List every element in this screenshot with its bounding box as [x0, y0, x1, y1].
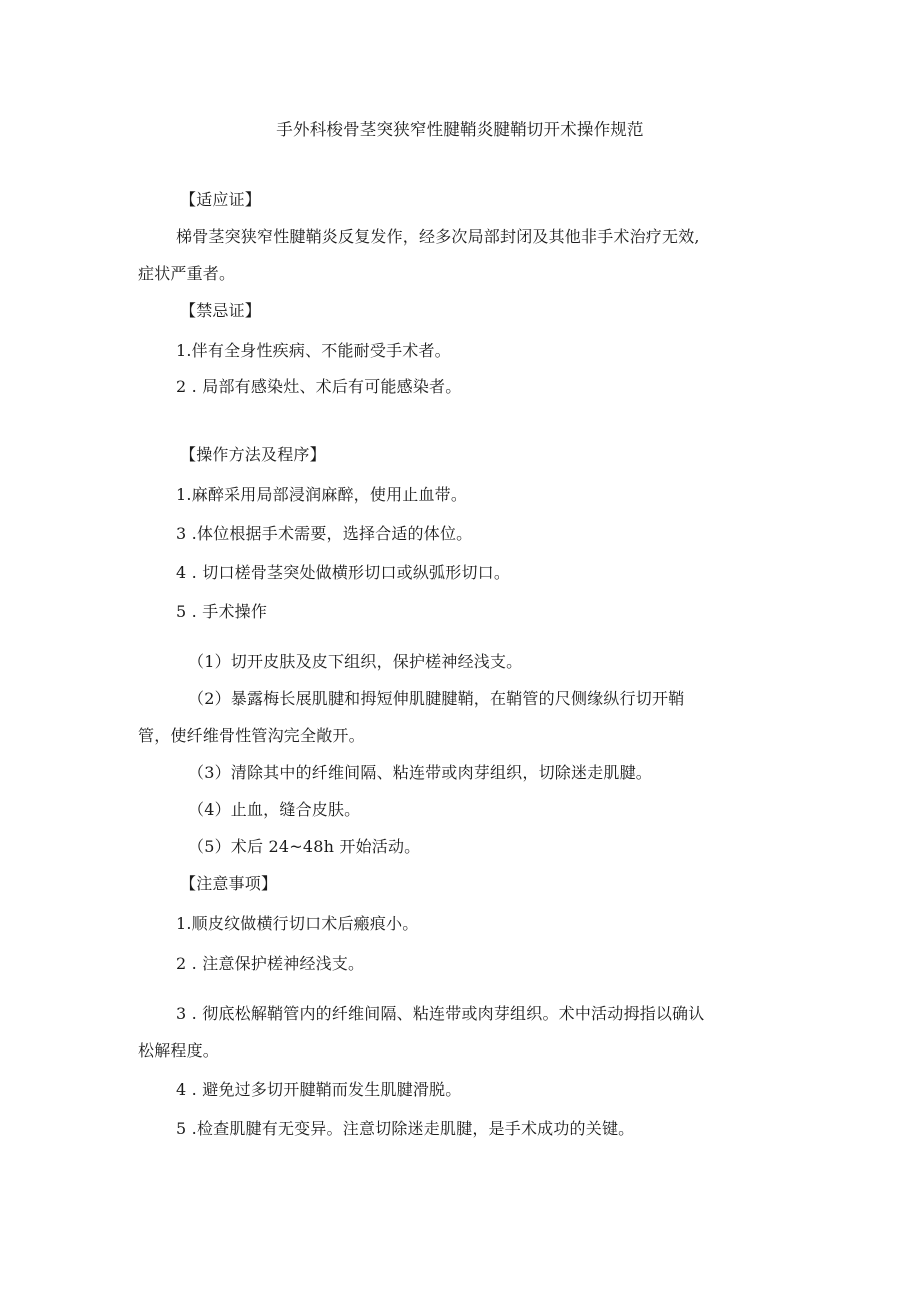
procedure-substep: （5）术后 24~48h 开始活动。: [188, 837, 421, 856]
procedure-heading: 【操作方法及程序】: [180, 445, 326, 464]
procedure-substep: （3）清除其中的纤维间隔、粘连带或肉芽组织，切除迷走肌腱。: [188, 763, 652, 782]
notes-item: 松解程度。: [138, 1041, 220, 1060]
notes-item: 5 .检查肌腱有无变异。注意切除迷走肌腱，是手术成功的关键。: [176, 1119, 635, 1138]
procedure-substep: （4）止血，缝合皮肤。: [188, 800, 361, 819]
document-title: 手外科梭骨茎突狭窄性腱鞘炎腱鞘切开术操作规范: [276, 120, 644, 139]
procedure-item: 5 . 手术操作: [176, 602, 268, 621]
procedure-substep: （2）暴露梅长展肌腱和拇短伸肌腱腱鞘，在鞘管的尺侧缘纵行切开鞘: [188, 689, 685, 708]
procedure-item: 4 . 切口槎骨茎突处做横形切口或纵弧形切口。: [176, 563, 511, 582]
notes-item: 1.顺皮纹做横行切口术后瘢痕小。: [176, 914, 419, 933]
indications-heading: 【适应证】: [180, 190, 262, 209]
procedure-item: 3 .体位根据手术需要，选择合适的体位。: [176, 524, 473, 543]
contraindication-item: 2 . 局部有感染灶、术后有可能感染者。: [176, 377, 462, 396]
notes-item: 4 . 避免过多切开腱鞘而发生肌腱滑脱。: [176, 1080, 462, 1099]
procedure-substep: （1）切开皮肤及皮下组织，保护槎神经浅支。: [188, 652, 523, 671]
notes-item: 2 . 注意保护槎神经浅支。: [176, 954, 365, 973]
notes-heading: 【注意事项】: [180, 874, 278, 893]
procedure-substep: 管，使纤维骨性管沟完全敞开。: [138, 726, 365, 745]
notes-item: 3 . 彻底松解鞘管内的纤维间隔、粘连带或肉芽组织。术中活动拇指以确认: [176, 1004, 705, 1023]
contraindications-heading: 【禁忌证】: [180, 301, 262, 320]
indications-text-line: 症状严重者。: [138, 264, 236, 283]
indications-text-line: 梯骨茎突狭窄性腱鞘炎反复发作，经多次局部封闭及其他非手术治疗无效,: [176, 227, 700, 246]
contraindication-item: 1.伴有全身性疾病、不能耐受手术者。: [176, 341, 451, 360]
procedure-item: 1.麻醉采用局部浸润麻醉，使用止血带。: [176, 485, 468, 504]
